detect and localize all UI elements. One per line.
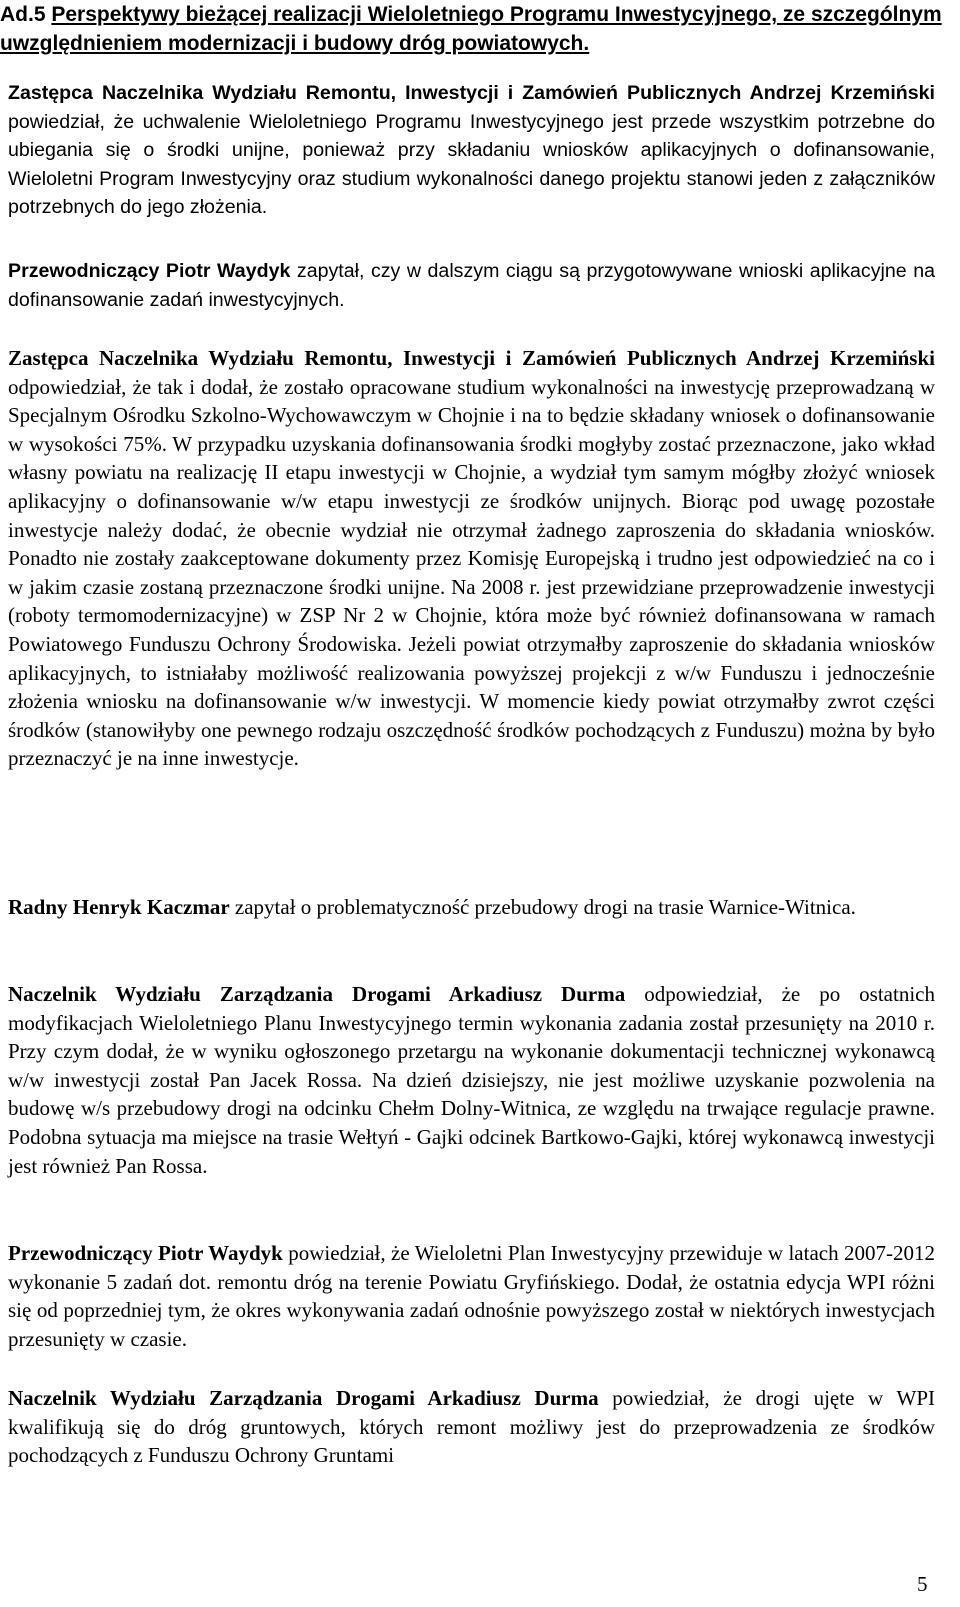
speaker-name: Przewodniczący Piotr Waydyk [8,1241,283,1265]
speaker-name: Naczelnik Wydziału Zarządzania Drogami Arkadiusz Durma [8,982,626,1006]
speaker-name: Zastępca Naczelnika Wydziału Remontu, Inwestycji i Zamówień Publicznych Andrzej Krzemiński [8,346,935,370]
paragraph-text: powiedział, że drogi ujęte w WPI kwalifikują się do dróg gruntowych, których remont możliwy jest do przeprowadzenia ze środków pochodzących z Funduszu Ochrony Gruntami [8,1386,935,1468]
paragraph-krzeminski-1 [8,79,935,222]
paragraph-kaczmar [8,893,935,922]
paragraph-durma-1 [8,980,935,1180]
paragraph-text: powiedział, że Wieloletni Plan Inwestycyjny przewiduje w latach 2007-2012 wykonanie 5 zadań dot. remontu dróg na terenie Powiatu Gryfińskiego. Dodał, że ostatnia edycja WPI różni się od poprzedniej tym, że okres wykonywania zadań odnośnie powyższego został w niektórych inwestycjach przesunięty w czasie. [8,1241,935,1351]
page-number: 5 [917,1572,928,1596]
paragraph-text: odpowiedział, że po ostatnich modyfikacjach Wieloletniego Planu Inwestycyjnego termin wykonania zadania został przesunięty na 2010 r. Przy czym dodał, że w wyniku ogłoszonego przetargu na wykonanie dokumentacji technicznej wykonawcą w/w inwestycji został Pan Jacek Rossa. Na dzień dzisiejszy, nie jest możliwe uzyskanie pozwolenia na budowę w/s przebudowy drogi na odcinku Chełm Dolny-Witnica, ze względu na trwające regulacje prawne. Podobna sytuacja ma miejsce na trasie Wełtyń - Gajki odcinek Bartkowo-Gajki, której wykonawcą inwestycji jest również Pan Rossa. [8,982,935,1178]
speaker-name: Przewodniczący Piotr Waydyk [8,260,291,282]
paragraph-durma-2 [8,1384,935,1470]
paragraph-krzeminski-2 [8,344,935,773]
speaker-name: Naczelnik Wydziału Zarządzania Drogami Arkadiusz Durma [8,1386,599,1410]
section-title: Perspektywy bieżącej realizacji Wieloletniego Programu Inwestycyjnego, ze szczególnym uwzględnieniem modernizacji i budowy dróg powiatowych. [0,3,942,55]
paragraph-text: powiedział, że uchwalenie Wieloletniego Programu Inwestycyjnego jest przede wszystkim potrzebne do ubiegania się o środki unijne, ponieważ przy składaniu wniosków aplikacyjnych o dofinansowanie, Wieloletni Program Inwestycyjny oraz studium wykonalności danego projektu stanowi jeden z załączników potrzebnych do jego złożenia. [8,110,935,219]
section-number: Ad.5 [0,3,46,26]
paragraph-waydyk-1 [8,257,935,314]
paragraph-waydyk-2 [8,1239,935,1353]
speaker-name: Radny Henryk Kaczmar [8,895,230,919]
paragraph-text: odpowiedział, że tak i dodał, że zostało opracowane studium wykonalności na inwestycję przeprowadzaną w Specjalnym Ośrodku Szkolno-Wychowawczym w Chojnie i na to będzie składany wniosek o dofinansowanie w wysokości 75%. W przypadku uzyskania dofinansowania środki mogłyby zostać przeznaczone, jako wkład własny powiatu na realizację II etapu inwestycji w Chojnie, a wydział tym samym mógłby złożyć wniosek aplikacyjny o dofinansowanie w/w etapu inwestycji ze środków unijnych. Biorąc pod uwagę pozostałe inwestycje należy dodać, że obecnie wydział nie otrzymał żadnego zaproszenia do składania wniosków. Ponadto nie zostały zaakceptowane dokumenty przez Komisję Europejską i trudno jest odpowiedzieć na co i w jakim czasie zostaną przeznaczone środki unijne. Na 2008 r. jest przewidziane przeprowadzenie inwestycji (roboty termomodernizacyjne) w ZSP Nr 2 w Chojnie, która może być również dofinansowana w ramach Powiatowego Funduszu Ochrony Środowiska. Jeżeli powiat otrzymałby zaproszenie do składania wniosków aplikacyjnych, to istniałaby możliwość realizowania powyższej projekcji z w/w Funduszu i jednocześnie złożenia wniosku na dofinansowanie w/w inwestycji. W momencie kiedy powiat otrzymałby zwrot części środków (stanowiłyby one pewnego rodzaju oszczędność środków pochodzących z Funduszu) można by było przeznaczyć je na inne inwestycje. [8,374,935,771]
speaker-name: Zastępca Naczelnika Wydziału Remontu, Inwestycji i Zamówień Publicznych Andrzej Krzemiński [8,82,935,104]
paragraph-text: zapytał, czy w dalszym ciągu są przygotowywane wnioski aplikacyjne na dofinansowanie zadań inwestycyjnych. [8,260,935,311]
section-heading [0,0,955,58]
paragraph-text: zapytał o problematyczność przebudowy drogi na trasie Warnice-Witnica. [229,895,856,919]
